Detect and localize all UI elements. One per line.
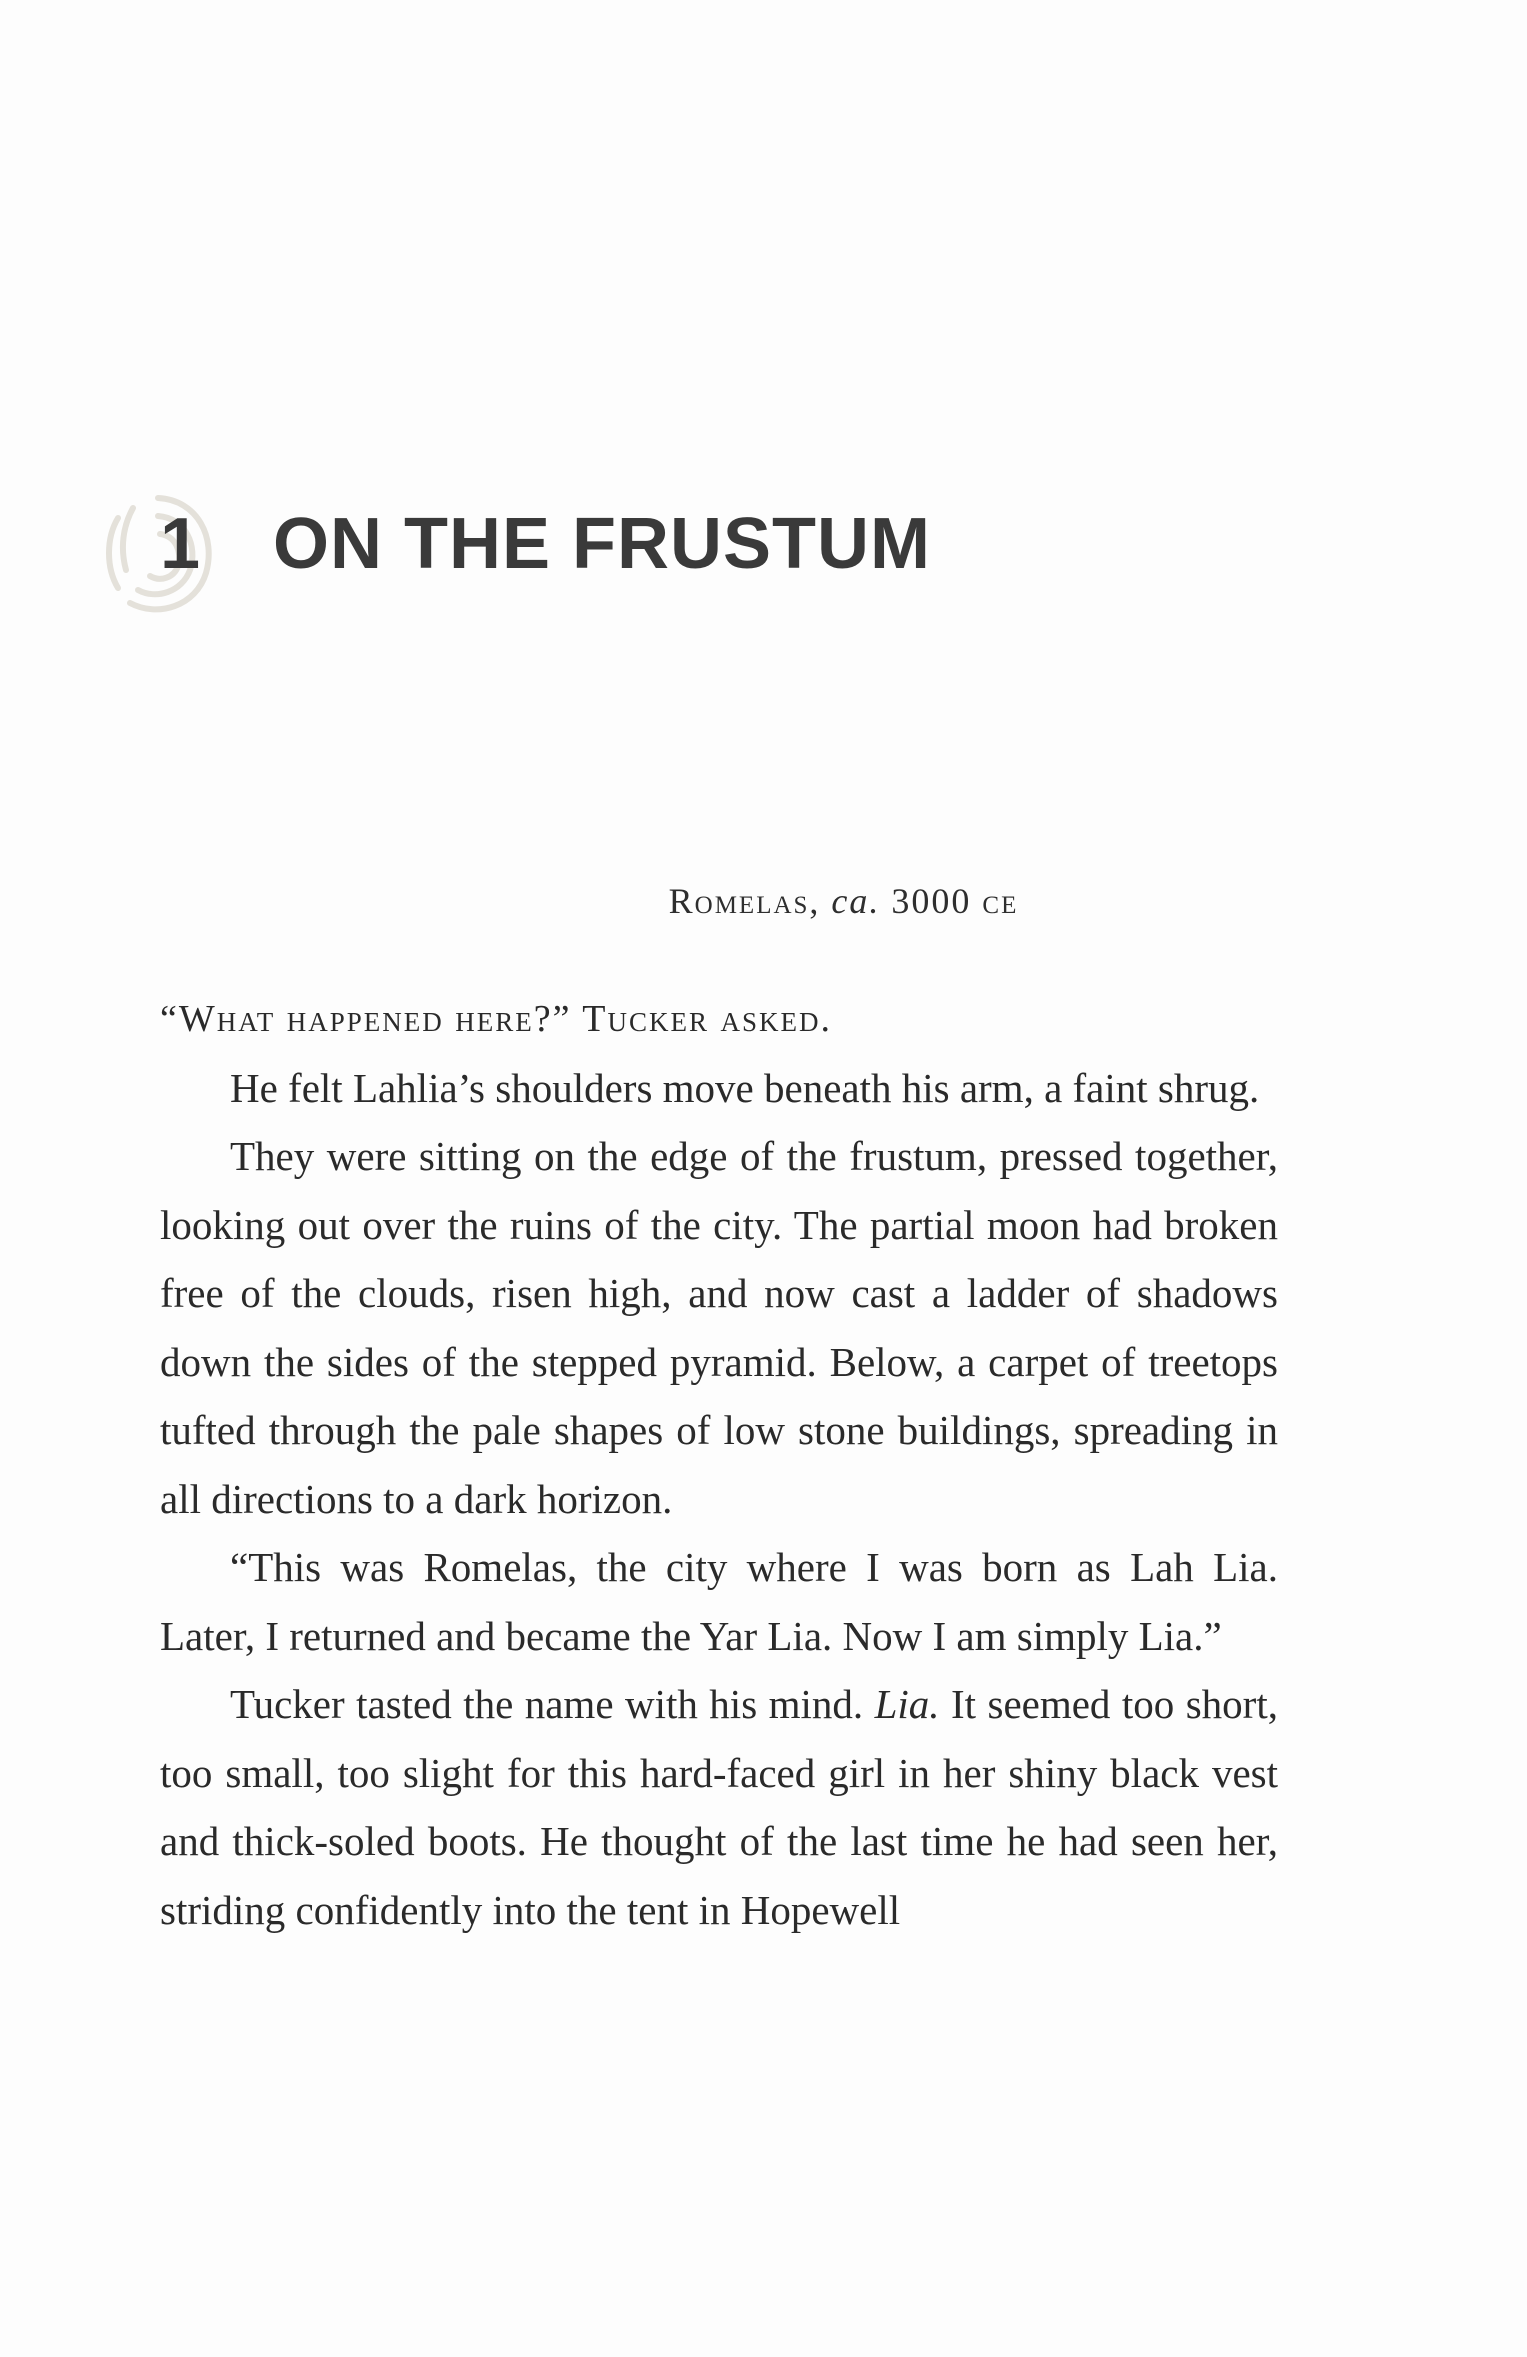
- paragraph: He felt Lahlia’s shoulders move beneath his arm, a faint shrug.: [230, 1064, 1260, 1111]
- paragraph-text: Tucker tasted the name with his mind.: [230, 1681, 875, 1727]
- location-era-prefix: ca.: [831, 881, 881, 921]
- chapter-number: 1: [160, 504, 201, 584]
- location-place: Romelas,: [668, 881, 821, 921]
- paragraph-opening: “What happened here?” Tucker asked.: [160, 998, 833, 1040]
- paragraph: They were sitting on the edge of the frustum, pressed together, looking out over the ruins of the city. The partial moon had broken free of the clouds, risen high, and now cast a ladder of shadows down the sides of the stepped pyramid. Below, a carpet of treetops tufted through the pale shapes of low stone buildings, spreading in all directions to a dark horizon.: [160, 1133, 1278, 1522]
- chapter-title: ON THE FRUSTUM: [273, 504, 931, 584]
- location-era-year: 3000 ce: [891, 881, 1019, 921]
- paragraph: [160, 1670, 1278, 1944]
- swirl-ornament-icon: [88, 478, 228, 628]
- location-heading: [0, 880, 1527, 922]
- paragraph-text: It seemed too short, too small, too slight for this hard-faced girl in her shiny black vest and thick-soled boots. He thought of the last time he had seen her, striding confidently into the tent in Hopewell: [160, 1681, 1278, 1933]
- chapter-heading: [88, 478, 1188, 638]
- italic-name: Lia.: [874, 1681, 940, 1727]
- paragraph: “This was Romelas, the city where I was born as Lah Lia. Later, I returned and became the Yar Lia. Now I am simply Lia.”: [160, 1544, 1278, 1659]
- body-text: [160, 985, 1278, 1944]
